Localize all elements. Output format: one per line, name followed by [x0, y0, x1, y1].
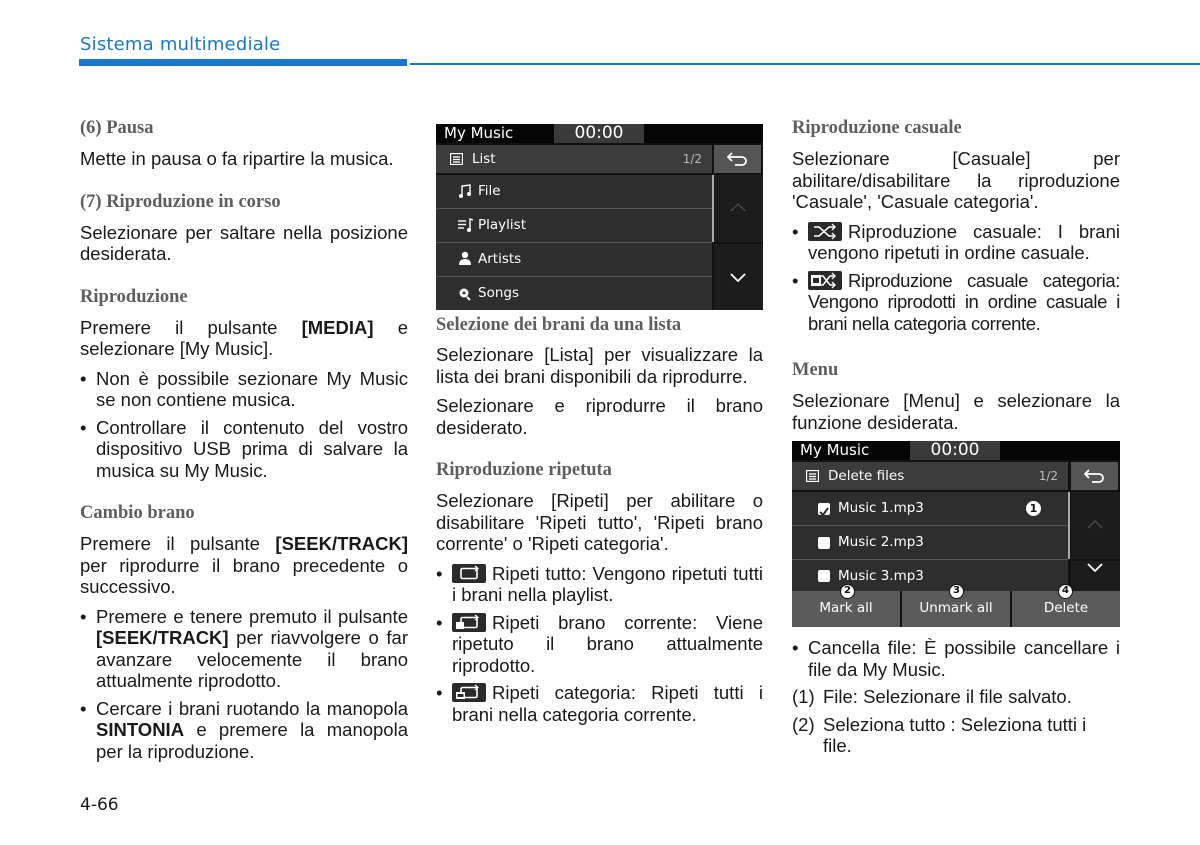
casuale-list — [792, 221, 1120, 335]
page-indicator: 1/2 — [1038, 469, 1058, 483]
playlist-icon — [458, 209, 474, 246]
screen-title-bar — [792, 441, 1120, 460]
cambio-list — [80, 606, 408, 763]
screen-title-bar — [436, 124, 763, 143]
note-icon — [458, 175, 472, 212]
corso-text: Selezionare per saltare nella posizione desiderata. — [80, 221, 408, 264]
list-item-label: Songs — [478, 285, 519, 301]
corso-heading: (7) Riproduzione in corso — [80, 191, 281, 212]
checkbox-checked[interactable] — [818, 503, 830, 515]
riproduzione-heading: Riproduzione — [80, 286, 188, 307]
file-label: Music 3.mp3 — [838, 568, 924, 584]
list-selection-text-2: Selezionare e riprodurre il brano desiderato. — [436, 395, 763, 438]
cambio-text: Premere il pulsante [SEEK/TRACK] per riprodurre il brano precedente o successivo. — [80, 533, 408, 597]
list-selection-heading: Selezione dei brani da una lista — [436, 315, 682, 335]
header-rule-thick — [79, 59, 407, 66]
page-number: 4-66 — [80, 795, 119, 815]
list-item: • Ripeti tutto: Vengono ripetuti tutti i brani nella playlist. — [436, 563, 763, 606]
pausa-text: Mette in pausa o fa ripartire la musica. — [80, 148, 394, 169]
list-item: (2) Seleziona tutto : Seleziona tutti i file. — [792, 713, 1087, 756]
list-item-label: File — [478, 183, 501, 199]
repeat-one-icon — [452, 613, 486, 632]
callout-badge: 2 — [840, 584, 855, 599]
list-selection-text-1: Selezionare [Lista] per visualizzare la lista dei brani disponibili da riprodurre. — [436, 344, 763, 387]
shuffle-icon — [808, 222, 842, 241]
list-item-label: Playlist — [478, 217, 526, 233]
callout-badge: 4 — [1058, 584, 1073, 599]
callout-badge: 1 — [1026, 501, 1041, 516]
screen-clock: 00:00 — [554, 124, 644, 143]
back-button[interactable] — [1071, 462, 1118, 490]
songs-icon — [458, 277, 472, 310]
riproduzione-text: Premere il pulsante [MEDIA] e selezionare [My Music]. — [80, 316, 408, 359]
file-row-2[interactable] — [792, 526, 1068, 560]
ripetuta-heading: Riproduzione ripetuta — [436, 460, 612, 480]
list-item: • Ripeti categoria: Ripeti tutti i brani nella categoria corrente. — [436, 682, 763, 725]
scroll-down-button[interactable] — [714, 244, 763, 310]
my-music-list-screen — [436, 124, 763, 310]
repeat-all-icon — [452, 564, 486, 583]
screen-clock: 00:00 — [910, 441, 1000, 460]
file-label: Music 2.mp3 — [838, 534, 924, 550]
checkbox[interactable] — [818, 537, 830, 549]
list-item-file[interactable] — [436, 175, 712, 209]
delete-label: Delete — [1043, 600, 1089, 616]
chevron-up-icon — [730, 203, 746, 212]
scroll-up-button[interactable] — [714, 175, 763, 242]
shuffle-category-icon — [808, 271, 842, 290]
column-middle — [436, 124, 763, 733]
casuale-text: Selezionare [Casuale] per abilitare/disabilitare la riproduzione 'Casuale', 'Casuale categoria'. — [792, 148, 1120, 212]
file-row-1[interactable] — [792, 492, 1068, 526]
numbered-list — [792, 686, 1120, 757]
page-indicator: 1/2 — [682, 152, 702, 166]
casuale-heading: Riproduzione casuale — [792, 118, 962, 138]
back-arrow-icon — [727, 152, 748, 166]
checkbox[interactable] — [818, 570, 830, 582]
screen-title: My Music — [800, 441, 870, 459]
back-arrow-icon — [1084, 469, 1105, 483]
cancella-list — [792, 637, 1120, 680]
chevron-down-icon — [730, 273, 746, 282]
callout-badge: 3 — [949, 584, 964, 599]
chevron-down-icon — [1087, 563, 1103, 572]
list-bar — [436, 145, 712, 173]
list-item: • Riproduzione casuale categoria: Vengono riprodotti in ordine casuale i brani nella categoria corrente. — [792, 270, 1120, 335]
page-header: Sistema multimediale — [80, 34, 281, 55]
list-item: (1) File: Selezionare il file salvato. — [792, 686, 1072, 707]
person-icon — [458, 243, 472, 280]
delete-files-screen — [792, 441, 1120, 627]
riproduzione-list — [80, 368, 408, 482]
list-item-playlist[interactable] — [436, 209, 712, 243]
delete-files-label: Delete files — [828, 468, 905, 484]
mark-all-label: Mark all — [819, 600, 873, 616]
delete-files-bar — [792, 462, 1068, 490]
repeat-category-icon — [452, 683, 486, 702]
list-icon — [806, 470, 819, 482]
list-item: • Ripeti brano corrente: Viene ripetuto il brano attualmente riprodotto. — [436, 612, 763, 677]
chevron-up-icon — [1087, 520, 1103, 529]
unmark-all-label: Unmark all — [919, 600, 993, 616]
file-label: Music 1.mp3 — [838, 500, 924, 516]
screen-title: My Music — [444, 124, 514, 142]
list-item: • Controllare il contenuto del vostro dispositivo USB prima di salvare la musica su My Music. — [80, 417, 408, 482]
file-row-3[interactable] — [792, 560, 1068, 591]
list-item: • Cercare i brani ruotando la manopola SINTONIA e premere la manopola per la riproduzione. — [80, 698, 408, 763]
scroll-thumb[interactable] — [1068, 492, 1070, 559]
list-bar-label: List — [472, 151, 496, 167]
list-item: • Non è possibile sezionare My Music se non contiene musica. — [80, 368, 408, 411]
list-item: • Riproduzione casuale: I brani vengono ripetuti in ordine casuale. — [792, 221, 1120, 264]
pausa-heading: (6) Pausa — [80, 118, 154, 138]
scroll-up-button[interactable] — [1071, 492, 1120, 559]
scroll-down-button[interactable] — [1071, 561, 1120, 591]
column-right — [792, 116, 1120, 763]
ripeti-list — [436, 563, 763, 726]
cambio-heading: Cambio brano — [80, 503, 195, 523]
menu-heading: Menu — [792, 360, 839, 380]
list-icon — [450, 153, 463, 165]
back-button[interactable] — [714, 145, 761, 173]
ripetuta-text: Selezionare [Ripeti] per abilitare o disabilitare 'Ripeti tutto', 'Ripeti brano corrente' o 'Ripeti categoria'. — [436, 490, 763, 554]
list-item: • Cancella file: È possibile cancellare i file da My Music. — [792, 637, 1120, 680]
list-item: • Premere e tenere premuto il pulsante [SEEK/TRACK] per riavvolgere o far avanzare velocemente il brano attualmente riprodotto. — [80, 606, 408, 692]
list-item-songs[interactable] — [436, 277, 712, 310]
list-item-label: Artists — [478, 251, 522, 267]
list-item-artists[interactable] — [436, 243, 712, 277]
header-rule-thin — [410, 63, 1200, 65]
menu-text: Selezionare [Menu] e selezionare la funzione desiderata. — [792, 390, 1120, 433]
column-left — [80, 116, 408, 770]
